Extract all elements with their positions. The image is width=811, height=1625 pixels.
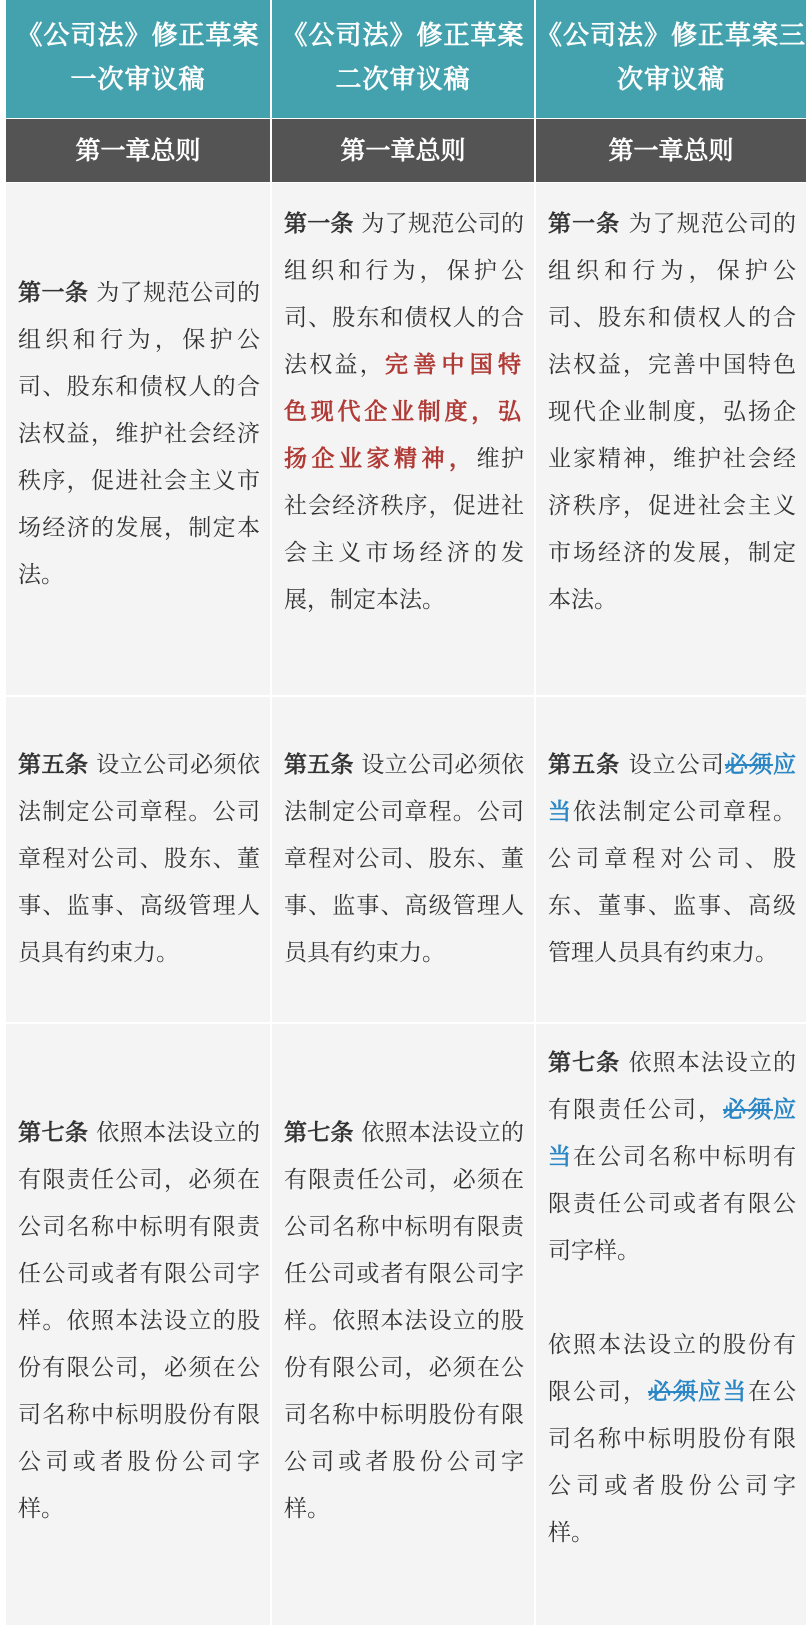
added-text: 完善中国特色现代企业制度，弘扬企业家精神， bbox=[284, 352, 524, 472]
article-text: 设立公司 bbox=[628, 752, 725, 778]
article-text: 维护社会经济秩序，促进社会主义市场经济的发展，制定本法。 bbox=[284, 446, 524, 613]
article-7-draft-3-text bbox=[548, 1040, 796, 1557]
article-1-draft-3 bbox=[536, 183, 806, 695]
article-label: 第一条 bbox=[18, 280, 89, 306]
article-text: 依照本法设立的有限责任公司， bbox=[548, 1050, 797, 1123]
article-5-draft-2-text bbox=[284, 742, 524, 977]
article-text: 依照本法设立的有限责任公司，必须在公司名称中标明有限责任公司或者有限公司字样。依照本法设立的股份有限公司，必须在公司名称中标明股份有限公司或者股份公司字样。 bbox=[18, 1120, 260, 1522]
article-label: 第七条 bbox=[284, 1120, 354, 1146]
article-text: 为了规范公司的组织和行为，保护公司、股东和债权人的合法权益，完善中国特色现代企业制度，弘扬企业家精神，维护社会经济秩序，促进社会主义市场经济的发展，制定本法。 bbox=[548, 211, 797, 613]
article-text: 为了规范公司的组织和行为，保护公司、股东和债权人的合法权益，维护社会经济秩序，促进社会主义市场经济的发展，制定本法。 bbox=[18, 280, 260, 588]
article-label: 第七条 bbox=[548, 1050, 621, 1076]
article-1-draft-3-text bbox=[548, 201, 796, 624]
article-1-draft-2 bbox=[272, 183, 534, 695]
article-text: 在公司名称中标明有限责任公司或者有限公司字样。 bbox=[548, 1144, 796, 1264]
chapter-title-3: 第一章总则 bbox=[536, 119, 806, 182]
article-7-draft-3-para-2 bbox=[548, 1322, 796, 1557]
added-text: 应当 bbox=[548, 752, 797, 825]
article-7-draft-3 bbox=[536, 1024, 806, 1625]
header-draft-3: 《公司法》修正草案三次审议稿 bbox=[536, 0, 806, 118]
deleted-text: 必须 bbox=[723, 1097, 773, 1123]
article-label: 第一条 bbox=[548, 211, 621, 237]
article-7-row bbox=[0, 1024, 811, 1625]
article-5-draft-3 bbox=[536, 697, 806, 1022]
article-text: 依法制定公司章程。公司章程对公司、股东、董事、监事、高级管理人员具有约束力。 bbox=[548, 799, 796, 966]
added-text: 应当 bbox=[698, 1379, 748, 1405]
article-label: 第五条 bbox=[284, 752, 354, 778]
article-5-draft-2 bbox=[272, 697, 534, 1022]
article-text: 设立公司必须依法制定公司章程。公司章程对公司、股东、董事、监事、高级管理人员具有约束力。 bbox=[18, 752, 260, 966]
deleted-text: 必须 bbox=[648, 1379, 698, 1405]
article-label: 第五条 bbox=[548, 752, 621, 778]
header-draft-2: 《公司法》修正草案二次审议稿 bbox=[272, 0, 534, 118]
article-7-draft-2 bbox=[272, 1024, 534, 1625]
article-5-draft-1-text bbox=[18, 742, 260, 977]
article-1-draft-1-text bbox=[18, 270, 260, 599]
article-1-row bbox=[0, 183, 811, 695]
article-text: 在公司名称中标明股份有限公司或者股份公司字样。 bbox=[548, 1379, 796, 1546]
chapter-row bbox=[0, 119, 811, 182]
article-text: 依照本法设立的有限责任公司，必须在公司名称中标明有限责任公司或者有限公司字样。依照本法设立的股份有限公司，必须在公司名称中标明股份有限公司或者股份公司字样。 bbox=[284, 1120, 525, 1522]
article-7-draft-3-para-1 bbox=[548, 1040, 796, 1275]
article-5-draft-3-text bbox=[548, 742, 796, 977]
deleted-text: 必须 bbox=[724, 752, 774, 778]
chapter-title-1: 第一章总则 bbox=[6, 119, 270, 182]
article-label: 第一条 bbox=[284, 211, 354, 237]
chapter-title-2: 第一章总则 bbox=[272, 119, 534, 182]
article-1-draft-2-text bbox=[284, 201, 524, 624]
added-text: 应当 bbox=[548, 1097, 796, 1170]
article-1-draft-1 bbox=[6, 183, 270, 695]
article-5-row bbox=[0, 697, 811, 1022]
article-label: 第七条 bbox=[18, 1120, 89, 1146]
article-7-draft-2-text bbox=[284, 1110, 524, 1533]
header-row bbox=[0, 0, 811, 118]
article-text: 设立公司必须依法制定公司章程。公司章程对公司、股东、董事、监事、高级管理人员具有约束力。 bbox=[284, 752, 525, 966]
article-7-draft-1 bbox=[6, 1024, 270, 1625]
article-text: 依照本法设立的股份有限公司， bbox=[548, 1332, 796, 1405]
article-label: 第五条 bbox=[18, 752, 89, 778]
article-7-draft-1-text bbox=[18, 1110, 260, 1533]
header-draft-1: 《公司法》修正草案一次审议稿 bbox=[6, 0, 270, 118]
article-text: 为了规范公司的组织和行为，保护公司、股东和债权人的合法权益， bbox=[284, 211, 525, 378]
article-5-draft-1 bbox=[6, 697, 270, 1022]
